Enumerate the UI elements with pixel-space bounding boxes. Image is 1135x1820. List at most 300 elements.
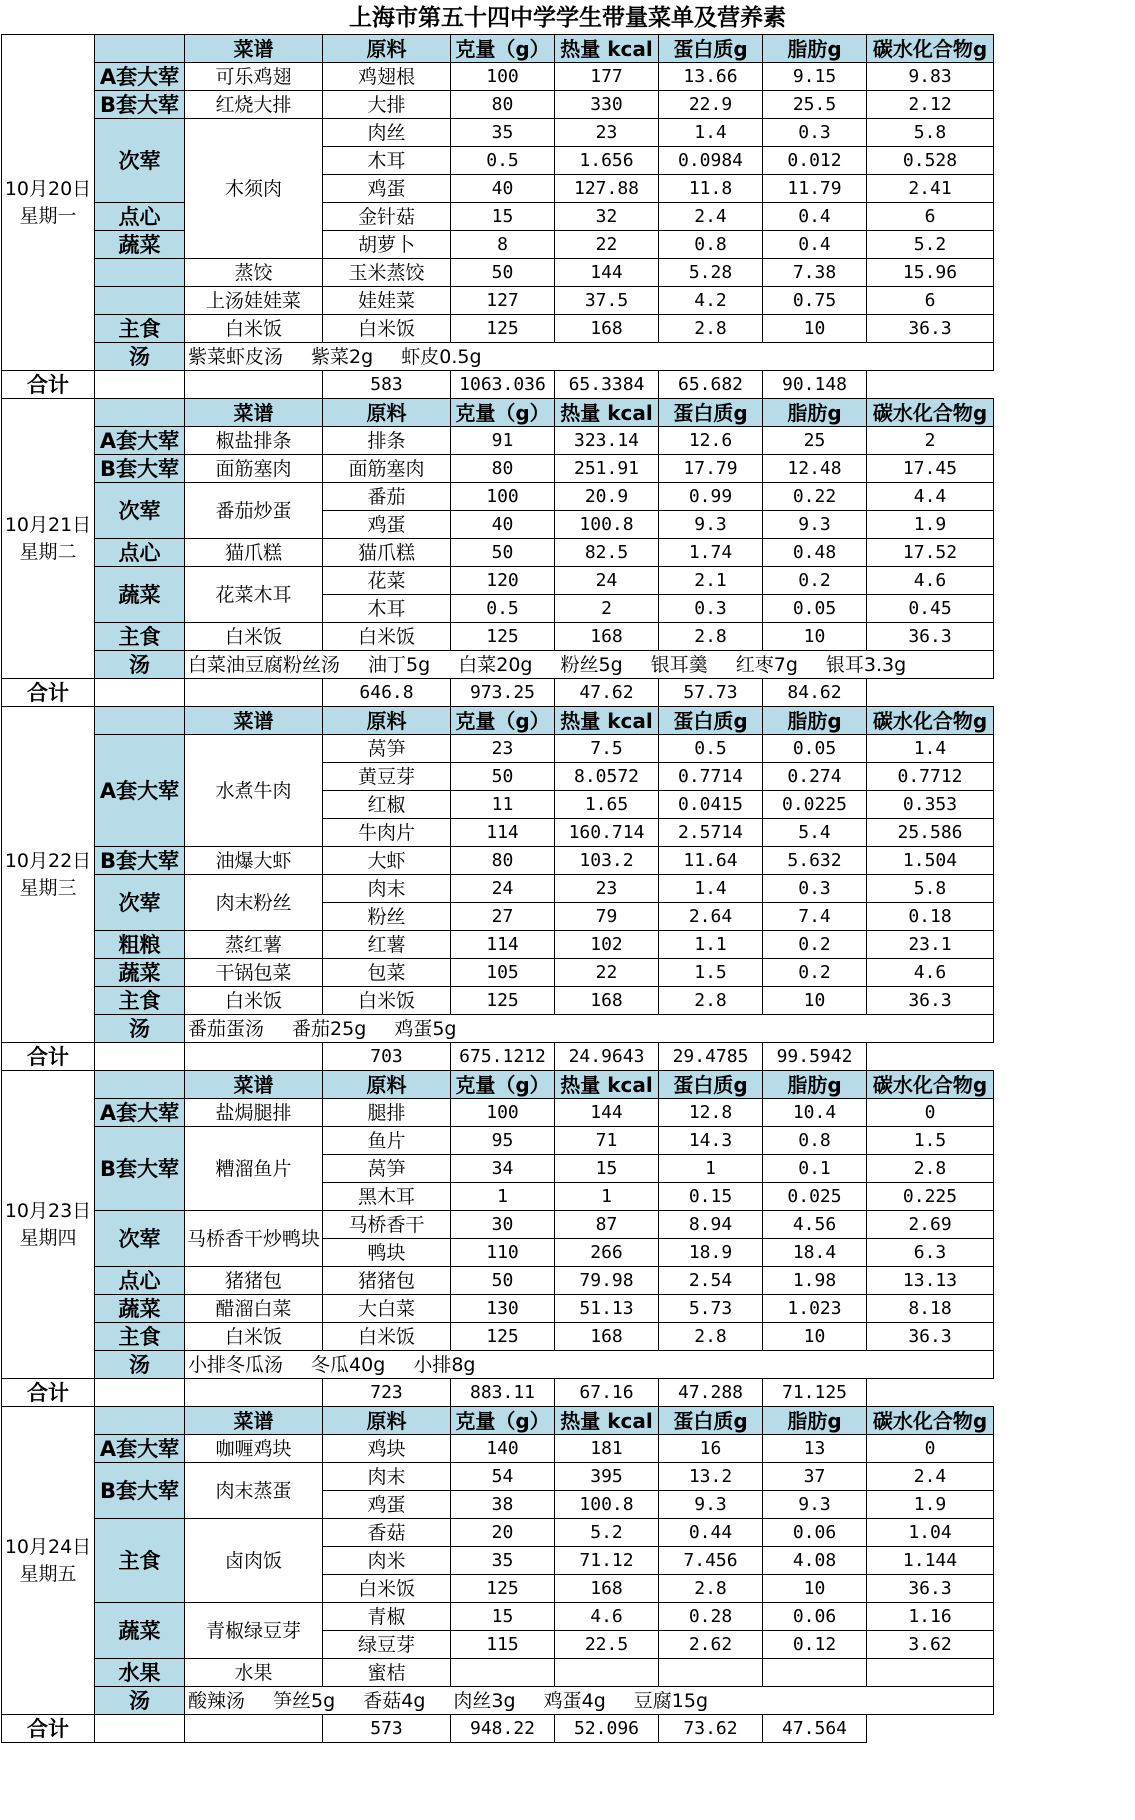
value-e: 100.8 bbox=[555, 511, 659, 539]
ingredient-cell: 黑木耳 bbox=[323, 1183, 451, 1211]
ingredient-cell: 白米饭 bbox=[323, 623, 451, 651]
day-header-row bbox=[2, 707, 994, 735]
total-row bbox=[2, 1379, 994, 1407]
soup-row bbox=[2, 1015, 994, 1043]
soup-label: 汤 bbox=[95, 1687, 185, 1715]
value-p: 0.99 bbox=[659, 483, 763, 511]
ingredient-cell: 木耳 bbox=[323, 595, 451, 623]
header-weight: 克量（g） bbox=[451, 1407, 555, 1435]
category-cell: 主食 bbox=[95, 315, 185, 343]
ingredient-cell: 鸡翅根 bbox=[323, 63, 451, 91]
value-p: 9.3 bbox=[659, 511, 763, 539]
table-row bbox=[2, 231, 994, 259]
total-blank bbox=[95, 1715, 185, 1743]
value-f: 9.3 bbox=[763, 511, 867, 539]
value-c: 17.52 bbox=[867, 539, 994, 567]
total-label: 合计 bbox=[2, 1379, 95, 1407]
category-cell: 点心 bbox=[95, 1267, 185, 1295]
value-p: 0.8 bbox=[659, 231, 763, 259]
value-w: 125 bbox=[451, 315, 555, 343]
value-w: 80 bbox=[451, 91, 555, 119]
value-f: 5.4 bbox=[763, 819, 867, 847]
value-w: 125 bbox=[451, 1323, 555, 1351]
category-cell: 主食 bbox=[95, 623, 185, 651]
total-c: 99.5942 bbox=[763, 1043, 867, 1071]
total-blank bbox=[185, 1715, 323, 1743]
header-fat: 脂肪g bbox=[763, 399, 867, 427]
value-c: 17.45 bbox=[867, 455, 994, 483]
table-row bbox=[2, 287, 994, 315]
header-fat: 脂肪g bbox=[763, 1071, 867, 1099]
value-p: 17.79 bbox=[659, 455, 763, 483]
total-w: 646.8 bbox=[323, 679, 451, 707]
value-f: 0.0225 bbox=[763, 791, 867, 819]
ingredient-cell: 娃娃菜 bbox=[323, 287, 451, 315]
table-row bbox=[2, 119, 994, 147]
value-f: 25 bbox=[763, 427, 867, 455]
category-cell: 蔬菜 bbox=[95, 959, 185, 987]
header-ingredient: 原料 bbox=[323, 1407, 451, 1435]
value-f: 0.06 bbox=[763, 1603, 867, 1631]
value-f: 0.48 bbox=[763, 539, 867, 567]
dish-cell: 糟溜鱼片 bbox=[185, 1127, 323, 1211]
value-c: 0.7712 bbox=[867, 763, 994, 791]
header-energy: 热量 kcal bbox=[555, 399, 659, 427]
dish-cell: 蒸饺 bbox=[185, 259, 323, 287]
total-row bbox=[2, 371, 994, 399]
total-blank bbox=[185, 679, 323, 707]
table-row bbox=[2, 875, 994, 903]
value-f: 10 bbox=[763, 1575, 867, 1603]
header-ingredient: 原料 bbox=[323, 399, 451, 427]
ingredient-cell: 肉丝 bbox=[323, 119, 451, 147]
value-e: 32 bbox=[555, 203, 659, 231]
value-p: 2.4 bbox=[659, 203, 763, 231]
day-header-row bbox=[2, 35, 994, 63]
value-e: 22 bbox=[555, 231, 659, 259]
ingredient-cell: 大排 bbox=[323, 91, 451, 119]
total-p: 65.3384 bbox=[555, 371, 659, 399]
dish-cell: 上汤娃娃菜 bbox=[185, 287, 323, 315]
value-c: 25.586 bbox=[867, 819, 994, 847]
category-cell: 蔬菜 bbox=[95, 1295, 185, 1323]
value-p: 0.0415 bbox=[659, 791, 763, 819]
weekday-label: 星期四 bbox=[19, 1226, 77, 1249]
header-dish: 菜谱 bbox=[185, 399, 323, 427]
ingredient-cell: 猫爪糕 bbox=[323, 539, 451, 567]
total-blank bbox=[95, 1043, 185, 1071]
dish-cell: 白米饭 bbox=[185, 1323, 323, 1351]
value-f: 0.75 bbox=[763, 287, 867, 315]
value-c: 0.45 bbox=[867, 595, 994, 623]
value-e: 330 bbox=[555, 91, 659, 119]
date-cell bbox=[2, 35, 95, 371]
value-e: 168 bbox=[555, 315, 659, 343]
value-e: 395 bbox=[555, 1463, 659, 1491]
value-e: 102 bbox=[555, 931, 659, 959]
value-e: 323.14 bbox=[555, 427, 659, 455]
value-c: 3.62 bbox=[867, 1631, 994, 1659]
total-w: 703 bbox=[323, 1043, 451, 1071]
value-f: 1.023 bbox=[763, 1295, 867, 1323]
dish-cell: 卤肉饭 bbox=[185, 1519, 323, 1603]
total-e: 883.11 bbox=[451, 1379, 555, 1407]
value-p: 0.0984 bbox=[659, 147, 763, 175]
dish-cell: 白米饭 bbox=[185, 623, 323, 651]
total-e: 973.25 bbox=[451, 679, 555, 707]
value-w: 24 bbox=[451, 875, 555, 903]
value-e: 51.13 bbox=[555, 1295, 659, 1323]
value-e bbox=[555, 1659, 659, 1687]
ingredient-cell: 番茄 bbox=[323, 483, 451, 511]
value-e: 1 bbox=[555, 1183, 659, 1211]
table-row bbox=[2, 1519, 994, 1547]
category-cell: A套大荤 bbox=[95, 1099, 185, 1127]
ingredient-cell: 肉米 bbox=[323, 1547, 451, 1575]
value-p: 1.4 bbox=[659, 875, 763, 903]
dish-cell: 肉末粉丝 bbox=[185, 875, 323, 931]
header-protein: 蛋白质g bbox=[659, 1071, 763, 1099]
table-row bbox=[2, 455, 994, 483]
date-cell bbox=[2, 399, 95, 679]
value-f: 11.79 bbox=[763, 175, 867, 203]
header-dish: 菜谱 bbox=[185, 35, 323, 63]
value-e: 2 bbox=[555, 595, 659, 623]
category-cell: 水果 bbox=[95, 1659, 185, 1687]
value-w: 114 bbox=[451, 931, 555, 959]
soup-label: 汤 bbox=[95, 1015, 185, 1043]
table-row bbox=[2, 1267, 994, 1295]
value-c: 1.04 bbox=[867, 1519, 994, 1547]
value-p: 14.3 bbox=[659, 1127, 763, 1155]
value-c: 36.3 bbox=[867, 1323, 994, 1351]
value-e: 181 bbox=[555, 1435, 659, 1463]
value-p: 12.6 bbox=[659, 427, 763, 455]
value-c: 13.13 bbox=[867, 1267, 994, 1295]
total-label: 合计 bbox=[2, 1715, 95, 1743]
value-f: 0.3 bbox=[763, 875, 867, 903]
value-f: 37 bbox=[763, 1463, 867, 1491]
value-p bbox=[659, 1659, 763, 1687]
value-e: 8.0572 bbox=[555, 763, 659, 791]
value-e: 144 bbox=[555, 259, 659, 287]
soup-label: 汤 bbox=[95, 651, 185, 679]
soup-row bbox=[2, 651, 994, 679]
total-label: 合计 bbox=[2, 679, 95, 707]
value-w: 0.5 bbox=[451, 595, 555, 623]
value-w: 80 bbox=[451, 847, 555, 875]
value-c: 1.9 bbox=[867, 511, 994, 539]
value-f: 0.22 bbox=[763, 483, 867, 511]
soup-row bbox=[2, 343, 994, 371]
value-c: 8.18 bbox=[867, 1295, 994, 1323]
total-w: 583 bbox=[323, 371, 451, 399]
header-blank bbox=[95, 399, 185, 427]
value-f: 9.3 bbox=[763, 1491, 867, 1519]
total-blank bbox=[95, 1379, 185, 1407]
table-row bbox=[2, 1435, 994, 1463]
header-blank bbox=[95, 707, 185, 735]
ingredient-cell: 面筋塞肉 bbox=[323, 455, 451, 483]
value-w: 40 bbox=[451, 175, 555, 203]
value-p: 2.62 bbox=[659, 1631, 763, 1659]
header-weight: 克量（g） bbox=[451, 1071, 555, 1099]
date-label: 10月24日 bbox=[4, 1535, 92, 1558]
value-p: 0.5 bbox=[659, 735, 763, 763]
value-f: 0.2 bbox=[763, 931, 867, 959]
value-c: 36.3 bbox=[867, 623, 994, 651]
total-blank bbox=[185, 1379, 323, 1407]
value-c: 15.96 bbox=[867, 259, 994, 287]
category-cell bbox=[95, 287, 185, 315]
dish-cell: 水煮牛肉 bbox=[185, 735, 323, 847]
value-p: 13.66 bbox=[659, 63, 763, 91]
value-c: 36.3 bbox=[867, 315, 994, 343]
category-cell: 蔬菜 bbox=[95, 1603, 185, 1659]
value-e: 168 bbox=[555, 987, 659, 1015]
value-f: 25.5 bbox=[763, 91, 867, 119]
value-p: 2.8 bbox=[659, 1575, 763, 1603]
soup-cell: 紫菜虾皮汤 紫菜2g 虾皮0.5g bbox=[185, 343, 994, 371]
category-cell bbox=[95, 259, 185, 287]
value-c: 1.4 bbox=[867, 735, 994, 763]
soup-row bbox=[2, 1687, 994, 1715]
ingredient-cell: 白米饭 bbox=[323, 315, 451, 343]
ingredient-cell: 绿豆芽 bbox=[323, 1631, 451, 1659]
total-c: 71.125 bbox=[763, 1379, 867, 1407]
total-p: 52.096 bbox=[555, 1715, 659, 1743]
value-e: 20.9 bbox=[555, 483, 659, 511]
value-e: 168 bbox=[555, 1323, 659, 1351]
value-p: 0.3 bbox=[659, 595, 763, 623]
value-e: 127.88 bbox=[555, 175, 659, 203]
value-w: 125 bbox=[451, 987, 555, 1015]
value-c: 2.41 bbox=[867, 175, 994, 203]
value-w: 15 bbox=[451, 1603, 555, 1631]
value-e: 144 bbox=[555, 1099, 659, 1127]
ingredient-cell: 腿排 bbox=[323, 1099, 451, 1127]
value-e: 23 bbox=[555, 875, 659, 903]
value-f: 0.06 bbox=[763, 1519, 867, 1547]
ingredient-cell: 莴笋 bbox=[323, 735, 451, 763]
dish-cell: 可乐鸡翅 bbox=[185, 63, 323, 91]
value-c: 0.528 bbox=[867, 147, 994, 175]
ingredient-cell: 胡萝卜 bbox=[323, 231, 451, 259]
value-w: 1 bbox=[451, 1183, 555, 1211]
value-e: 22 bbox=[555, 959, 659, 987]
value-e: 79.98 bbox=[555, 1267, 659, 1295]
value-c: 4.4 bbox=[867, 483, 994, 511]
header-blank bbox=[95, 35, 185, 63]
value-w: 115 bbox=[451, 1631, 555, 1659]
day-header-row bbox=[2, 399, 994, 427]
dish-cell: 番茄炒蛋 bbox=[185, 483, 323, 539]
ingredient-cell: 肉末 bbox=[323, 875, 451, 903]
total-e: 948.22 bbox=[451, 1715, 555, 1743]
value-w: 54 bbox=[451, 1463, 555, 1491]
soup-cell: 番茄蛋汤 番茄25g 鸡蛋5g bbox=[185, 1015, 994, 1043]
value-c: 2.8 bbox=[867, 1155, 994, 1183]
value-c: 36.3 bbox=[867, 987, 994, 1015]
value-w: 127 bbox=[451, 287, 555, 315]
value-e: 22.5 bbox=[555, 1631, 659, 1659]
dish-cell: 肉末蒸蛋 bbox=[185, 1463, 323, 1519]
value-e: 1.656 bbox=[555, 147, 659, 175]
value-f: 0.3 bbox=[763, 119, 867, 147]
header-protein: 蛋白质g bbox=[659, 35, 763, 63]
value-f bbox=[763, 1659, 867, 1687]
value-w: 0.5 bbox=[451, 147, 555, 175]
value-w: 80 bbox=[451, 455, 555, 483]
table-row bbox=[2, 315, 994, 343]
value-p: 2.1 bbox=[659, 567, 763, 595]
value-c: 23.1 bbox=[867, 931, 994, 959]
value-w: 95 bbox=[451, 1127, 555, 1155]
date-cell bbox=[2, 1071, 95, 1379]
value-c: 4.6 bbox=[867, 959, 994, 987]
value-e: 82.5 bbox=[555, 539, 659, 567]
header-dish: 菜谱 bbox=[185, 707, 323, 735]
value-f: 18.4 bbox=[763, 1239, 867, 1267]
value-f: 5.632 bbox=[763, 847, 867, 875]
value-w: 8 bbox=[451, 231, 555, 259]
table-row bbox=[2, 959, 994, 987]
category-cell: B套大荤 bbox=[95, 91, 185, 119]
value-c: 2.69 bbox=[867, 1211, 994, 1239]
category-cell: B套大荤 bbox=[95, 847, 185, 875]
ingredient-cell: 青椒 bbox=[323, 1603, 451, 1631]
header-protein: 蛋白质g bbox=[659, 707, 763, 735]
ingredient-cell: 排条 bbox=[323, 427, 451, 455]
value-e: 24 bbox=[555, 567, 659, 595]
value-p: 2.64 bbox=[659, 903, 763, 931]
value-p: 1.4 bbox=[659, 119, 763, 147]
value-f: 10 bbox=[763, 315, 867, 343]
total-c: 84.62 bbox=[763, 679, 867, 707]
dish-cell: 白米饭 bbox=[185, 315, 323, 343]
value-p: 1.5 bbox=[659, 959, 763, 987]
table-row bbox=[2, 259, 994, 287]
value-p: 0.15 bbox=[659, 1183, 763, 1211]
total-f: 65.682 bbox=[659, 371, 763, 399]
table-row bbox=[2, 1211, 994, 1239]
category-cell: 次荤 bbox=[95, 1211, 185, 1267]
value-c: 6.3 bbox=[867, 1239, 994, 1267]
value-c: 4.6 bbox=[867, 567, 994, 595]
value-c: 5.2 bbox=[867, 231, 994, 259]
soup-label: 汤 bbox=[95, 343, 185, 371]
dish-cell: 花菜木耳 bbox=[185, 567, 323, 623]
ingredient-cell: 黄豆芽 bbox=[323, 763, 451, 791]
total-p: 67.16 bbox=[555, 1379, 659, 1407]
header-energy: 热量 kcal bbox=[555, 35, 659, 63]
ingredient-cell: 香菇 bbox=[323, 1519, 451, 1547]
dish-cell: 水果 bbox=[185, 1659, 323, 1687]
value-c: 6 bbox=[867, 287, 994, 315]
value-p: 11.8 bbox=[659, 175, 763, 203]
value-f: 0.1 bbox=[763, 1155, 867, 1183]
ingredient-cell: 肉末 bbox=[323, 1463, 451, 1491]
soup-cell: 白菜油豆腐粉丝汤 油丁5g 白菜20g 粉丝5g 银耳羹 红枣7g 银耳3.3g bbox=[185, 651, 994, 679]
header-weight: 克量（g） bbox=[451, 35, 555, 63]
value-p: 0.44 bbox=[659, 1519, 763, 1547]
dish-cell: 醋溜白菜 bbox=[185, 1295, 323, 1323]
header-energy: 热量 kcal bbox=[555, 1071, 659, 1099]
header-ingredient: 原料 bbox=[323, 35, 451, 63]
total-p: 47.62 bbox=[555, 679, 659, 707]
header-carb: 碳水化合物g bbox=[867, 1407, 994, 1435]
value-w: 27 bbox=[451, 903, 555, 931]
weekday-label: 星期二 bbox=[19, 540, 77, 563]
value-e: 79 bbox=[555, 903, 659, 931]
category-cell: 粗粮 bbox=[95, 931, 185, 959]
category-cell: 次荤 bbox=[95, 875, 185, 931]
dish-cell: 盐焗腿排 bbox=[185, 1099, 323, 1127]
value-c: 5.8 bbox=[867, 119, 994, 147]
value-e: 71.12 bbox=[555, 1547, 659, 1575]
ingredient-cell: 鸡蛋 bbox=[323, 511, 451, 539]
value-w bbox=[451, 1659, 555, 1687]
value-f: 0.2 bbox=[763, 959, 867, 987]
value-p: 4.2 bbox=[659, 287, 763, 315]
weekday-label: 星期五 bbox=[19, 1562, 77, 1585]
table-row bbox=[2, 91, 994, 119]
table-row bbox=[2, 1295, 994, 1323]
value-p: 1.1 bbox=[659, 931, 763, 959]
value-p: 1 bbox=[659, 1155, 763, 1183]
header-carb: 碳水化合物g bbox=[867, 399, 994, 427]
value-w: 23 bbox=[451, 735, 555, 763]
ingredient-cell: 蜜桔 bbox=[323, 1659, 451, 1687]
date-cell bbox=[2, 707, 95, 1043]
header-fat: 脂肪g bbox=[763, 1407, 867, 1435]
value-p: 1.74 bbox=[659, 539, 763, 567]
ingredient-cell: 包菜 bbox=[323, 959, 451, 987]
value-f: 1.98 bbox=[763, 1267, 867, 1295]
total-blank bbox=[185, 1043, 323, 1071]
date-label: 10月22日 bbox=[4, 849, 92, 872]
value-f: 10 bbox=[763, 987, 867, 1015]
date-label: 10月23日 bbox=[4, 1199, 92, 1222]
value-f: 0.05 bbox=[763, 595, 867, 623]
table-row bbox=[2, 427, 994, 455]
ingredient-cell: 玉米蒸饺 bbox=[323, 259, 451, 287]
ingredient-cell: 马桥香干 bbox=[323, 1211, 451, 1239]
table-row bbox=[2, 931, 994, 959]
ingredient-cell: 莴笋 bbox=[323, 1155, 451, 1183]
value-c bbox=[867, 1659, 994, 1687]
value-c: 0 bbox=[867, 1099, 994, 1127]
value-w: 20 bbox=[451, 1519, 555, 1547]
weekday-label: 星期三 bbox=[19, 876, 77, 899]
dish-cell: 猪猪包 bbox=[185, 1267, 323, 1295]
value-p: 18.9 bbox=[659, 1239, 763, 1267]
value-c: 5.8 bbox=[867, 875, 994, 903]
value-p: 8.94 bbox=[659, 1211, 763, 1239]
value-w: 34 bbox=[451, 1155, 555, 1183]
value-p: 2.8 bbox=[659, 1323, 763, 1351]
total-f: 47.288 bbox=[659, 1379, 763, 1407]
value-c: 1.16 bbox=[867, 1603, 994, 1631]
day-header-row bbox=[2, 1071, 994, 1099]
header-blank bbox=[95, 1407, 185, 1435]
menu-title: 上海市第五十四中学学生带量菜单及营养素 bbox=[349, 5, 786, 31]
total-w: 573 bbox=[323, 1715, 451, 1743]
dish-cell: 面筋塞肉 bbox=[185, 455, 323, 483]
total-row bbox=[2, 679, 994, 707]
menu-table bbox=[1, 34, 994, 1743]
value-w: 105 bbox=[451, 959, 555, 987]
